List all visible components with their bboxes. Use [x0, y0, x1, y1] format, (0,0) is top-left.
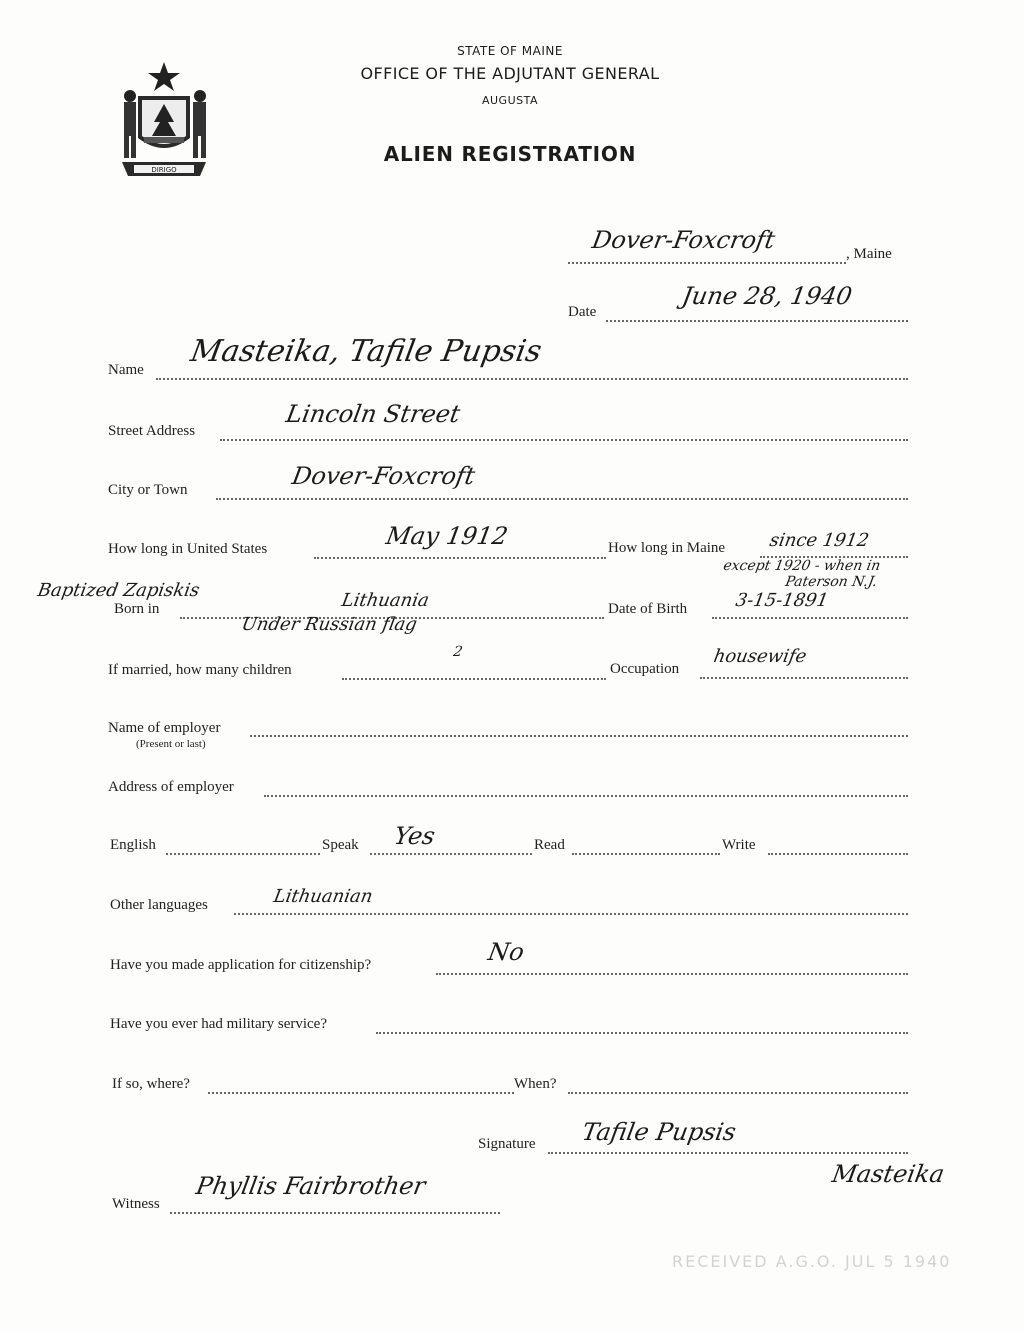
other-languages-value: Lithuanian — [272, 886, 375, 907]
english-label: English — [110, 837, 156, 853]
where-label: If so, where? — [112, 1076, 190, 1092]
date-label: Date — [568, 304, 597, 320]
signature-label: Signature — [478, 1136, 536, 1152]
born-in-note: Under Russian flag — [240, 614, 419, 635]
header-office: OFFICE OF THE ADJUTANT GENERAL — [360, 64, 660, 83]
date-of-birth-value: 3-15-1891 — [734, 590, 831, 611]
speak-value: Yes — [392, 822, 438, 850]
place-suffix: , Maine — [846, 246, 892, 262]
seal-motto: DIRIGO — [151, 166, 177, 174]
witness-label: Witness — [112, 1196, 160, 1212]
received-stamp: RECEIVED A.G.O. JUL 5 1940 — [672, 1252, 952, 1271]
date-of-birth-label: Date of Birth — [608, 601, 688, 617]
city-or-town-value: Dover-Foxcroft — [290, 462, 478, 490]
born-in-label: Born in — [114, 601, 160, 617]
date-value: June 28, 1940 — [680, 282, 855, 310]
employer-address-label: Address of employer — [108, 779, 234, 795]
header-city: AUGUSTA — [481, 94, 539, 107]
speak-label: Speak — [322, 837, 359, 853]
how-long-maine-value: since 1912 — [768, 530, 871, 551]
citizenship-label: Have you made application for citizenship? — [110, 957, 372, 973]
place-value: Dover-Foxcroft — [590, 226, 778, 254]
name-label: Name — [108, 362, 144, 378]
children-value: 2 — [452, 644, 464, 660]
how-long-us-label: How long in United States — [108, 541, 268, 557]
military-label: Have you ever had military service? — [110, 1016, 327, 1032]
street-address-label: Street Address — [108, 423, 196, 439]
how-long-maine-note-1: except 1920 - when in — [722, 558, 882, 574]
write-label: Write — [722, 837, 756, 853]
witness-value: Phyllis Fairbrother — [194, 1172, 428, 1200]
occupation-value: housewife — [712, 646, 809, 667]
other-languages-label: Other languages — [110, 897, 208, 913]
how-long-maine-note-2: Paterson N.J. — [784, 574, 879, 590]
street-address-value: Lincoln Street — [284, 400, 463, 428]
name-value: Masteika, Tafile Pupsis — [188, 334, 545, 369]
baptized-note: Baptized Zapiskis — [36, 580, 202, 601]
citizenship-value: No — [486, 938, 527, 966]
how-long-maine-label: How long in Maine — [608, 540, 726, 556]
state-seal — [108, 58, 220, 190]
read-label: Read — [534, 837, 565, 853]
employer-label: Name of employer — [108, 720, 221, 736]
city-or-town-label: City or Town — [108, 482, 188, 498]
when-label: When? — [514, 1076, 557, 1092]
occupation-label: Occupation — [610, 661, 680, 677]
how-long-us-value: May 1912 — [384, 522, 511, 550]
born-in-value: Lithuania — [340, 590, 431, 611]
children-label: If married, how many children — [108, 662, 292, 678]
signature-value: Tafile Pupsis — [580, 1118, 739, 1146]
page-title: ALIEN REGISTRATION — [383, 142, 637, 166]
employer-sublabel: (Present or last) — [136, 738, 206, 750]
header-state: STATE OF MAINE — [457, 44, 563, 58]
signature-value-2: Masteika — [830, 1160, 947, 1188]
maine-seal-icon — [108, 58, 220, 190]
